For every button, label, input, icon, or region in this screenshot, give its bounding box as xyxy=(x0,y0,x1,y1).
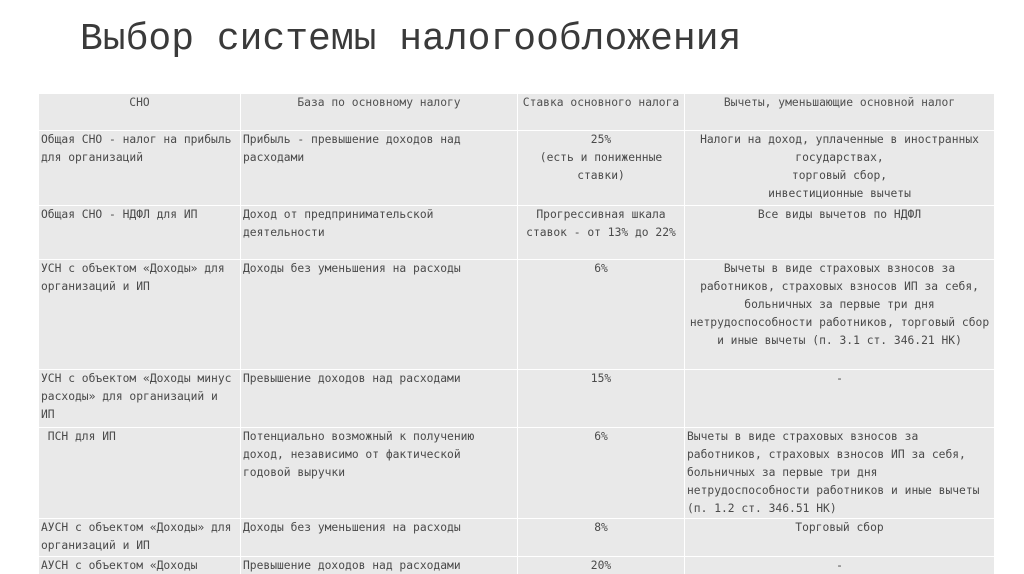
cell-sno: УСН с объектом «Доходы» для организаций и ИП xyxy=(39,260,241,370)
cell-sno: АУСН с объектом «Доходы» для организаций и ИП xyxy=(39,519,241,557)
cell-deductions: Торговый сбор xyxy=(685,519,995,557)
cell-sno: УСН с объектом «Доходы минус расходы» для организаций и ИП xyxy=(39,370,241,428)
cell-rate: 25% (есть и пониженные ставки) xyxy=(518,131,685,206)
table-row xyxy=(39,428,995,519)
header-sno: СНО xyxy=(39,94,241,131)
cell-deductions: - xyxy=(685,557,995,574)
table-row xyxy=(39,557,995,574)
cell-base: Доход от предпринимательской деятельности xyxy=(241,206,518,260)
cell-sno: АУСН с объектом «Доходы xyxy=(39,557,241,574)
cell-base: Доходы без уменьшения на расходы xyxy=(241,260,518,370)
cell-rate: Прогрессивная шкала ставок - от 13% до 22% xyxy=(518,206,685,260)
cell-sno: ПСН для ИП xyxy=(39,428,241,519)
header-base: База по основному налогу xyxy=(241,94,518,131)
cell-sno: Общая СНО - НДФЛ для ИП xyxy=(39,206,241,260)
header-rate: Ставка основного налога xyxy=(518,94,685,131)
cell-deductions: - xyxy=(685,370,995,428)
cell-sno: Общая СНО - налог на прибыль для организаций xyxy=(39,131,241,206)
table-row xyxy=(39,370,995,428)
cell-deductions: Вычеты в виде страховых взносов за работников, страховых взносов ИП за себя, больничных за первые три дня нетрудоспособности работников и иные вычеты (п. 1.2 ст. 346.51 НК) xyxy=(685,428,995,519)
cell-rate: 15% xyxy=(518,370,685,428)
cell-deductions: Вычеты в виде страховых взносов за работников, страховых взносов ИП за себя, больничных за первые три дня нетрудоспособности работников, торговый сбор и иные вычеты (п. 3.1 ст. 346.21 НК) xyxy=(685,260,995,370)
table-row xyxy=(39,260,995,370)
page-title: Выбор системы налогообложения xyxy=(80,18,742,61)
table-row xyxy=(39,519,995,557)
cell-rate: 8% xyxy=(518,519,685,557)
table-row xyxy=(39,206,995,260)
cell-deductions: Все виды вычетов по НДФЛ xyxy=(685,206,995,260)
table-row xyxy=(39,131,995,206)
cell-base: Прибыль - превышение доходов над расходами xyxy=(241,131,518,206)
cell-rate: 6% xyxy=(518,428,685,519)
cell-base: Превышение доходов над расходами xyxy=(241,557,518,574)
cell-base: Доходы без уменьшения на расходы xyxy=(241,519,518,557)
tax-systems-table xyxy=(38,93,995,574)
cell-rate: 6% xyxy=(518,260,685,370)
cell-deductions: Налоги на доход, уплаченные в иностранных государствах, торговый сбор, инвестиционные вычеты xyxy=(685,131,995,206)
cell-base: Превышение доходов над расходами xyxy=(241,370,518,428)
cell-rate: 20% xyxy=(518,557,685,574)
cell-base: Потенциально возможный к получению доход, независимо от фактической годовой выручки xyxy=(241,428,518,519)
table-header-row xyxy=(39,94,995,131)
header-deductions: Вычеты, уменьшающие основной налог xyxy=(685,94,995,131)
